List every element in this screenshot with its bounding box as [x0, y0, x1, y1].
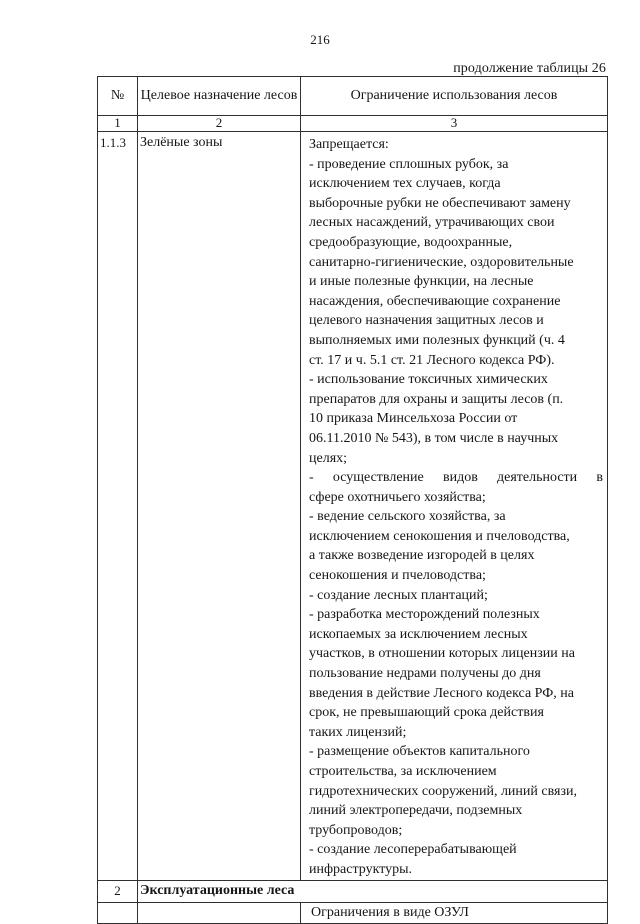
text-line: сфере охотничьего хозяйства;	[309, 489, 486, 505]
column-number-row	[98, 116, 608, 132]
row-number: 1.1.3	[98, 132, 138, 881]
header-restriction: Ограничение использования лесов	[301, 77, 608, 116]
text-line: и иные полезные функции, на лесные	[309, 274, 534, 290]
text-line: строительства, за исключением	[309, 764, 497, 779]
column-number: 1	[98, 116, 138, 132]
text-line: трубопроводов;	[309, 822, 403, 838]
row-restriction-text	[301, 132, 608, 881]
text-line: - проведение сплошных рубок, за	[309, 156, 509, 172]
table-caption: продолжение таблицы 26	[453, 61, 606, 76]
text-line: 06.11.2010 № 543), в том числе в научных	[309, 430, 559, 446]
text-line: - разработка месторождений полезных	[309, 607, 540, 623]
column-number: 2	[138, 116, 301, 132]
row-section-title: Эксплуатационные леса	[138, 880, 608, 902]
text-line: - ведение сельского хозяйства, за	[309, 509, 506, 525]
text-line: таких лицензий;	[309, 724, 407, 740]
text-line: ископаемых за исключением лесных	[309, 626, 528, 642]
text-line: гидротехнических сооружений, линий связи,	[309, 783, 577, 799]
text-line: выборочные рубки не обеспечивают замену	[309, 195, 571, 211]
text-line: препаратов для охраны и защиты лесов (п.	[309, 391, 564, 407]
text-line: средообразующие, водоохранные,	[309, 234, 513, 250]
table-row	[98, 902, 608, 923]
table-row	[98, 880, 608, 902]
row-number-empty	[98, 902, 138, 923]
row-purpose: Зелёные зоны	[138, 132, 301, 881]
text-line: участков, в отношении которых лицензии на	[309, 646, 575, 662]
text-line: линий электропередачи, подземных	[309, 803, 523, 819]
row-purpose-empty	[138, 902, 301, 923]
text-line: Запрещается:	[309, 137, 389, 152]
text-line: - создание лесоперерабатывающей	[309, 842, 517, 858]
text-line: лесных насаждений, утрачивающих свои	[309, 215, 555, 231]
text-line: срок, не превышающий срока действия	[309, 705, 544, 721]
text-line: введения в действие Лесного кодекса РФ, на	[309, 685, 574, 701]
page-number: 216	[310, 32, 330, 47]
table-row	[98, 132, 608, 881]
restrictions-table	[97, 76, 608, 924]
text-line: выполняемых ими полезных функций (ч. 4	[309, 332, 565, 348]
text-line: исключением тех случаев, когда	[309, 176, 501, 192]
column-number: 3	[301, 116, 608, 132]
text-line: - размещение объектов капитального	[309, 744, 530, 760]
text-line: насаждения, обеспечивающие сохранение	[309, 293, 561, 309]
text-line: санитарно-гигиенические, оздоровительные	[309, 254, 574, 270]
text-line: 10 приказа Минсельхоза России от	[309, 411, 518, 427]
text-line: целевого назначения защитных лесов и	[309, 313, 544, 329]
text-line: исключением сенокошения и пчеловодства,	[309, 528, 570, 544]
row-number: 2	[98, 880, 138, 902]
header-number: №	[98, 77, 138, 116]
header-purpose: Целевое назначение лесов	[138, 77, 301, 116]
text-line: инфраструктуры.	[309, 861, 413, 877]
text-line: - использование токсичных химических	[309, 372, 548, 388]
text-line: а также возведение изгородей в целях	[309, 548, 535, 564]
text-line: пользование недрами получены до дня	[309, 666, 541, 682]
text-line: - создание лесных плантаций;	[309, 587, 488, 603]
header-row	[98, 77, 608, 116]
text-line: - осуществление видов деятельности в	[309, 470, 603, 486]
text-line: сенокошения и пчеловодства;	[309, 568, 486, 584]
text-line: целях;	[309, 450, 348, 466]
text-line: ст. 17 и ч. 5.1 ст. 21 Лесного кодекса РФ).	[309, 352, 555, 368]
row-restriction-text: Ограничения в виде ОЗУЛ	[301, 902, 608, 923]
